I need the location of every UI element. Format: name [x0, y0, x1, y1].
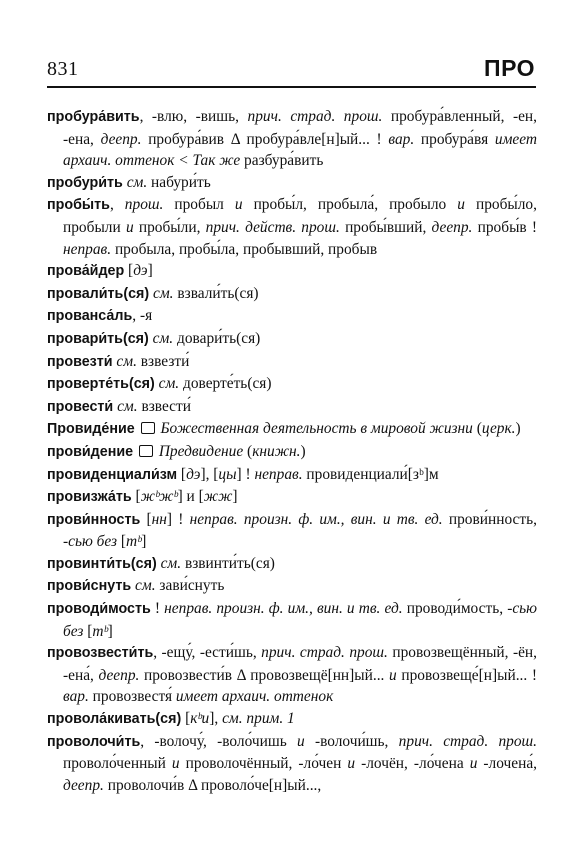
- entry-label-italic: см.: [158, 375, 180, 393]
- entry-text: взвинти́ть(ся): [181, 554, 275, 572]
- entry-text: прови́нность,: [442, 510, 537, 528]
- dictionary-entry: [47, 396, 537, 419]
- entry-headword: провизжа́ть: [47, 489, 132, 506]
- entry-text: , -влю, -вишь,: [139, 108, 248, 125]
- entry-text: ],: [209, 710, 223, 728]
- entry-text: проволочённый, -ло́чен: [179, 755, 348, 773]
- entry-label-italic: неправ.: [63, 240, 112, 258]
- entry-headword: прови́дение: [47, 443, 134, 460]
- entry-text: -лочена́,: [477, 755, 538, 773]
- dictionary-entry: [47, 328, 537, 351]
- entry-text: проволо́ченный: [63, 755, 172, 773]
- entry-text: [: [181, 710, 191, 728]
- entry-headword: проверте́ть(ся): [47, 376, 155, 393]
- dictionary-entry: [47, 464, 537, 487]
- dictionary-entry: [47, 731, 537, 797]
- entry-text: пробура́вленный, -ен, -ена,: [63, 108, 537, 148]
- entry-label-italic: вар.: [63, 688, 89, 706]
- entry-label-italic: и: [171, 755, 180, 773]
- entry-text: проводи́мость,: [402, 600, 508, 618]
- entry-headword: провинти́ть(ся): [47, 555, 157, 572]
- page-number: 831: [47, 58, 79, 80]
- entry-headword: провола́кивать(ся): [47, 711, 182, 728]
- entry-text: ]: [147, 262, 153, 280]
- entry-text: пробы́ло, пробыли: [63, 196, 537, 236]
- entry-text: -волочи́шь,: [304, 732, 399, 750]
- dictionary-entry: [47, 283, 537, 306]
- dictionary-entry: [47, 172, 537, 195]
- dictionary-entry: [47, 106, 537, 172]
- dictionary-entry: [47, 509, 537, 553]
- entry-headword: провозвести́ть: [47, 645, 154, 662]
- entry-headword: пробури́ть: [47, 174, 123, 191]
- entry-label-italic: прич. страд. прош.: [261, 644, 388, 662]
- entry-label-italic: Божественная деятельность в мировой жизни: [160, 420, 473, 438]
- meaning-box-icon: [139, 445, 153, 457]
- entry-text: провозвещённый, -ён, -ена́,: [63, 644, 538, 684]
- entry-text: ): [515, 420, 521, 438]
- entry-label-italic: дэ: [186, 465, 201, 483]
- entry-text: набури́ть: [147, 173, 211, 191]
- entry-label-italic: дэ: [133, 262, 148, 280]
- entry-label-italic: см.: [126, 173, 148, 191]
- entry-label-italic: см.: [160, 554, 182, 572]
- entry-text: пробы́ли,: [133, 218, 206, 236]
- entry-text: (: [243, 442, 253, 460]
- entry-text: [: [124, 262, 134, 280]
- entry-text: провозвеще́[н]ый... !: [396, 666, 537, 684]
- entry-text: провозвести́в Δ провозвещё[нн]ый...: [139, 666, 390, 684]
- entry-headword: пробы́ть: [47, 197, 110, 214]
- entry-text: !: [150, 600, 165, 618]
- entry-text: [: [117, 533, 127, 551]
- dictionary-entry: [47, 553, 537, 576]
- entry-text: ]: [232, 488, 238, 506]
- entry-label-italic: прич. действ. прош.: [205, 218, 340, 236]
- dictionary-entry: [47, 575, 537, 598]
- dictionary-entry: [47, 418, 537, 441]
- entry-text: ], [: [200, 465, 219, 483]
- entry-label-italic: и: [347, 755, 356, 773]
- entry-text: [: [177, 465, 187, 483]
- entry-text: зави́снуть: [155, 577, 225, 595]
- entry-label-italic: деепр.: [431, 218, 473, 236]
- entry-text: пробыла, пробы́ла, пробывший, пробыв: [111, 240, 378, 258]
- entry-label-italic: Предвидение: [158, 442, 244, 460]
- entry-headword: проволочи́ть: [47, 733, 141, 750]
- meaning-box-icon: [141, 422, 155, 434]
- dictionary-entry: [47, 598, 537, 642]
- entry-label-italic: см. прим. 1: [222, 710, 295, 728]
- entry-headword: проводи́мость: [47, 601, 151, 618]
- dictionary-entry: [47, 260, 537, 283]
- entry-label-italic: кᵇи: [190, 710, 210, 728]
- entry-label-italic: деепр.: [63, 776, 104, 794]
- entry-text: [: [140, 510, 152, 528]
- entry-headword: провиденциали́зм: [47, 466, 178, 483]
- entry-text: [: [131, 488, 141, 506]
- entry-label-italic: неправ. произн. ф. им., вин. и тв. ед.: [189, 510, 443, 528]
- entry-headword: провести́: [47, 398, 114, 415]
- dictionary-entry: [47, 441, 537, 464]
- entry-label-italic: см.: [117, 397, 138, 415]
- entry-label-italic: тᵇ: [92, 622, 108, 640]
- dictionary-entry: [47, 708, 537, 731]
- entry-label-italic: имеет архаич. оттенок < Так же: [63, 130, 537, 170]
- dictionary-entry: [47, 642, 537, 708]
- entry-label-italic: и: [457, 196, 465, 214]
- entry-list: [47, 106, 537, 796]
- entry-text: проволочи́в Δ проволо́че[н]ый...,: [103, 776, 322, 794]
- entry-label-italic: см.: [135, 577, 156, 595]
- entry-label-italic: цы: [218, 465, 237, 483]
- header-rule: [47, 86, 536, 88]
- entry-text: взвести́: [137, 397, 191, 415]
- entry-label-italic: и: [234, 196, 243, 214]
- entry-label-italic: прич. страд. прош.: [398, 732, 537, 750]
- entry-text: [: [83, 622, 93, 640]
- dictionary-entry: [47, 305, 537, 328]
- entry-label-italic: см.: [152, 329, 174, 347]
- entry-label-italic: неправ.: [254, 465, 303, 483]
- entry-label-italic: прош.: [124, 196, 164, 214]
- entry-headword: прови́снуть: [47, 578, 132, 595]
- entry-label-italic: и: [296, 732, 305, 750]
- entry-label-italic: деепр.: [98, 666, 140, 684]
- entry-text: пробыл: [163, 196, 235, 214]
- entry-headword: прованса́ль: [47, 308, 133, 325]
- entry-label-italic: см.: [116, 352, 137, 370]
- entry-label-italic: и: [125, 218, 134, 236]
- entry-label-italic: вар.: [388, 130, 415, 148]
- entry-text: [133, 443, 137, 460]
- entry-label-italic: неправ. произн. ф. им., вин. и тв. ед.: [164, 600, 403, 618]
- entry-headword: прови́нность: [47, 511, 141, 528]
- dictionary-entry: [47, 194, 537, 260]
- entry-label-italic: деепр.: [100, 130, 142, 148]
- entry-label-italic: и: [389, 666, 397, 684]
- entry-label-italic: жᵇжᵇ: [140, 488, 178, 506]
- entry-text: пробы́в !: [472, 218, 538, 236]
- entry-label-italic: см.: [153, 284, 174, 302]
- entry-headword: провари́ть(ся): [47, 330, 149, 347]
- entry-text: , -я: [132, 307, 153, 325]
- entry-text: ] !: [236, 465, 255, 483]
- dictionary-entry: [47, 486, 537, 509]
- entry-label-italic: -сью без: [63, 533, 118, 551]
- dictionary-entry: [47, 373, 537, 396]
- entry-text: ): [300, 442, 306, 460]
- entry-headword: провали́ть(ся): [47, 285, 150, 302]
- entry-label-italic: имеет архаич. оттенок: [175, 688, 334, 706]
- entry-text: пробы́л, пробыла́, пробыло: [242, 196, 458, 214]
- entry-label-italic: книжн.: [252, 442, 301, 460]
- entry-text: ]: [141, 533, 147, 551]
- entry-text: провозвестя́: [88, 688, 176, 706]
- entry-text: , -волочу́, -воло́чишь: [140, 732, 297, 750]
- entry-label-italic: нн: [151, 510, 167, 528]
- entry-text: ] и [: [177, 488, 204, 506]
- entry-label-italic: и: [469, 755, 478, 773]
- entry-text: -лочён, -ло́чена: [355, 755, 470, 773]
- entry-text: пробы́вший,: [339, 218, 432, 236]
- entry-text: , -ещу́, -ести́шь,: [153, 644, 262, 662]
- entry-label-italic: прич. страд. прош.: [247, 108, 383, 125]
- entry-text: доверте́ть(ся): [179, 375, 272, 393]
- entry-text: (: [472, 420, 482, 438]
- entry-label-italic: жж: [203, 488, 233, 506]
- entry-text: [135, 420, 139, 437]
- entry-label-italic: церк.: [481, 420, 516, 438]
- entry-label-italic: -сью без: [63, 600, 537, 640]
- entry-label-italic: тᵇ: [126, 533, 142, 551]
- entry-headword: пробура́вить: [47, 109, 140, 125]
- entry-headword: прова́йдер: [47, 263, 125, 280]
- dictionary-entry: [47, 351, 537, 374]
- entry-text: пробура́вя: [414, 130, 495, 148]
- entry-text: взвали́ть(ся): [173, 284, 259, 302]
- entry-headword: Провиде́ние: [47, 421, 135, 438]
- entry-headword: провезти́: [47, 353, 113, 370]
- entry-text: пробура́вив Δ пробура́вле[н]ый... !: [141, 130, 389, 148]
- entry-text: ] !: [166, 510, 190, 528]
- entry-text: взвезти́: [136, 352, 190, 370]
- entry-text: ,: [109, 196, 125, 214]
- running-head: ПРО: [484, 55, 535, 81]
- entry-text: довари́ть(ся): [173, 329, 261, 347]
- entry-text: ]: [107, 622, 113, 640]
- entry-text: разбура́вить: [240, 152, 324, 170]
- entry-text: провиденциали́[зᵇ]м: [302, 465, 439, 483]
